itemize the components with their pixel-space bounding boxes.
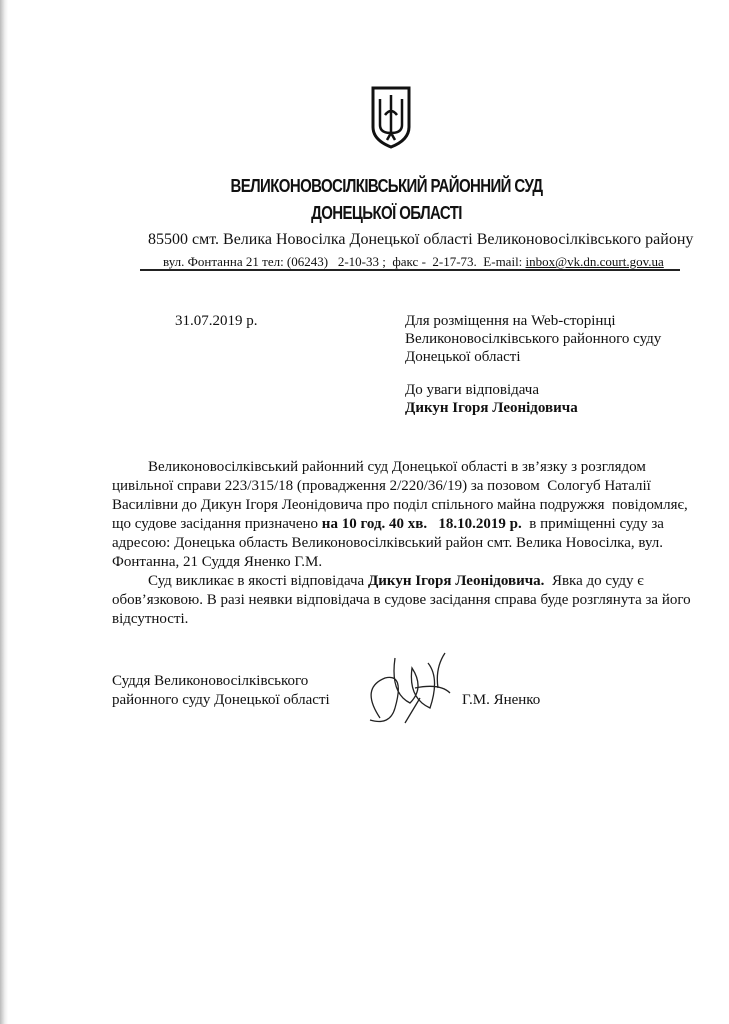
body-text: в приміщенні суду за <box>521 516 664 532</box>
body-line: цивільної справи 223/315/18 (провадження 2/220/36/19) за позовом Сологуб Наталії <box>112 478 651 494</box>
body-text: Суд викликає в якості відповідача <box>148 573 368 589</box>
defendant-name: Дикун Ігоря Леонідовича <box>405 400 578 416</box>
recipient-line3: Донецької області <box>405 349 521 365</box>
body-line: Великоновосілківський районний суд Донецької області в зв’язку з розглядом <box>148 459 646 475</box>
body-text: Явка до суду є <box>544 573 644 589</box>
body-line: Василівни до Дикун Ігоря Леонідовича про поділ спільного майна подружжя повідомляє, <box>112 497 688 513</box>
judge-title-line1: Суддя Великоновосілківського <box>112 673 309 689</box>
judge-title-line2: районного суду Донецької області <box>112 692 330 708</box>
judge-name: Г.М. Яненко <box>462 692 541 708</box>
body-line: обов’язковою. В разі неявки відповідача в судове засідання справа буде розглянута за його <box>112 592 691 608</box>
body-line: адресою: Донецька область Великоновосілківський район смт. Велика Новосілка, вул. <box>112 535 664 551</box>
handwritten-signature <box>350 648 462 730</box>
contacts-text: вул. Фонтанна 21 тел: (06243) 2-10-33 ; факс - 2-17-73. E-mail: <box>163 254 526 269</box>
court-name-line1: ВЕЛИКОНОВОСІЛКІВСЬКИЙ РАЙОННИЙ СУД <box>230 175 543 198</box>
court-contacts <box>163 254 664 270</box>
recipient-line1: Для розміщення на Web-сторінці <box>405 313 616 329</box>
letter-date: 31.07.2019 р. <box>175 313 258 329</box>
body-line <box>112 515 664 534</box>
body-line: відсутності. <box>112 611 189 627</box>
coat-of-arms-icon <box>370 85 412 150</box>
email-link[interactable]: inbox@vk.dn.court.gov.ua <box>525 254 664 269</box>
body-text: що судове засідання призначено <box>112 516 322 532</box>
court-name-line2: ДОНЕЦЬКОЇ ОБЛАСТІ <box>311 202 462 225</box>
scan-edge-shadow <box>0 0 8 1024</box>
body-line <box>148 572 644 591</box>
attention-label: До уваги відповідача <box>405 382 540 398</box>
recipient-line2: Великоновосілківського районного суду <box>405 331 662 347</box>
hearing-time: на 10 год. 40 хв. 18.10.2019 р. <box>321 516 522 532</box>
body-line: Фонтанна, 21 Суддя Яненко Г.М. <box>112 554 323 570</box>
defendant-name-bold: Дикун Ігоря Леонідовича. <box>367 573 545 589</box>
header-divider <box>140 269 680 271</box>
court-address: 85500 смт. Велика Новосілка Донецької області Великоновосілківського району <box>148 231 694 248</box>
